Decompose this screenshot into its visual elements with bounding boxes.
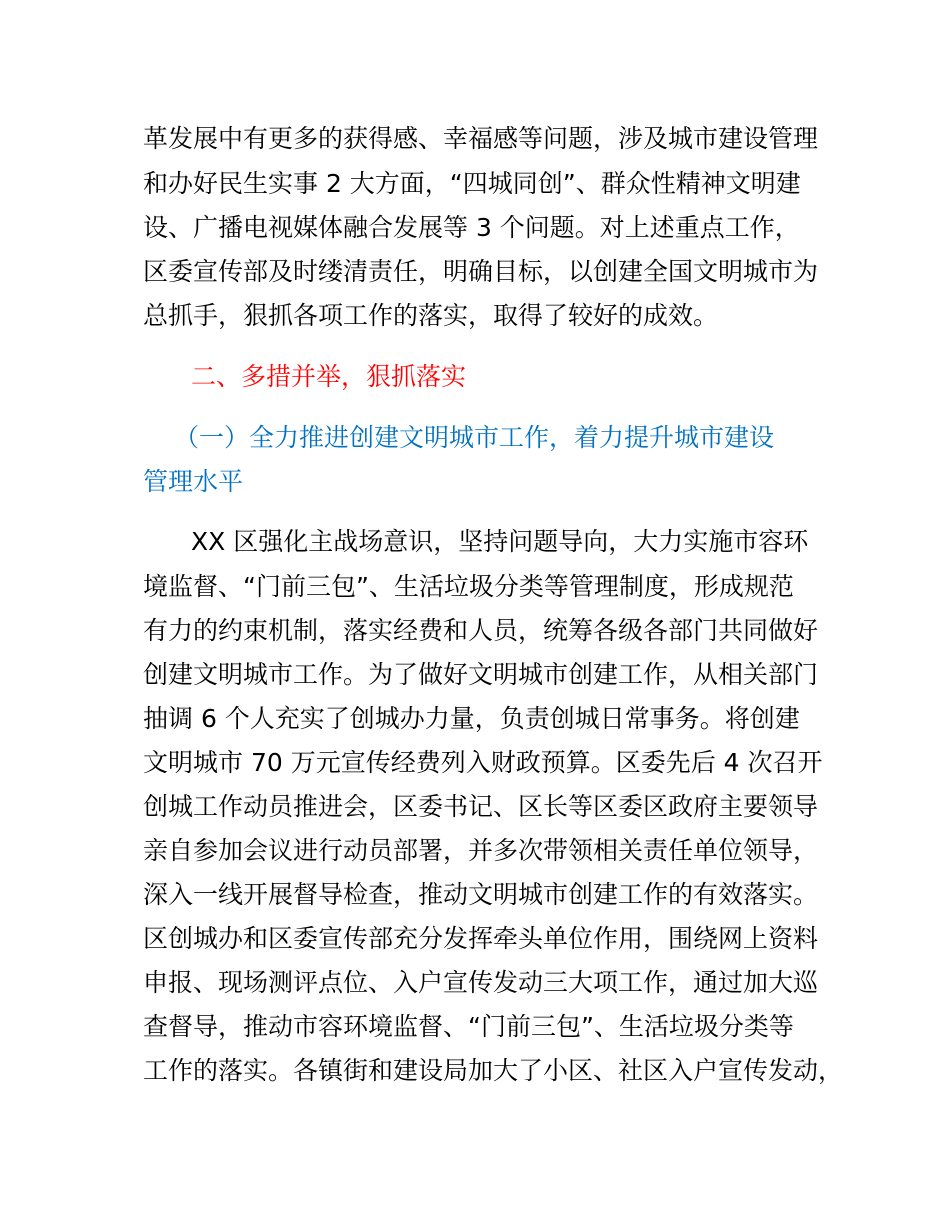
intro-paragraph-line: 设、广播电视媒体融合发展等 3 个问题。对上述重点工作， [143, 213, 800, 242]
body-paragraph-line: 深入一线开展督导检查，推动文明城市创建工作的有效落实。 [143, 880, 819, 909]
intro-paragraph-line: 和办好民生实事 2 大方面，“四城同创”、群众性精神文明建 [143, 169, 801, 198]
intro-paragraph-line: 革发展中有更多的获得感、幸福感等问题，涉及城市建设管理 [143, 124, 819, 153]
body-paragraph-line: 申报、现场测评点位、入户宣传发动三大项工作，通过加大巡 [143, 968, 819, 997]
body-paragraph-line: 文明城市 70 万元宣传经费列入财政预算。区委先后 4 次召开 [143, 748, 823, 777]
body-paragraph-line: 创建文明城市工作。为了做好文明城市创建工作，从相关部门 [143, 660, 819, 689]
section-heading: 二、多措并举，狠抓落实 [191, 362, 467, 391]
intro-paragraph-line: 区委宣传部及时缕清责任，明确目标，以创建全国文明城市为 [143, 257, 819, 286]
subsection-heading-line: 管理水平 [143, 467, 244, 496]
body-paragraph-line: 有力的约束机制，落实经费和人员，统筹各级各部门共同做好 [143, 616, 819, 645]
body-paragraph-line: 创城工作动员推进会，区委书记、区长等区委区政府主要领导 [143, 792, 819, 821]
body-paragraph-line: 工作的落实。各镇街和建设局加大了小区、社区入户宣传发动， [143, 1056, 844, 1085]
subsection-heading-line: （一）全力推进创建文明城市工作，着力提升城市建设 [174, 423, 775, 452]
body-paragraph-line: 亲自参加会议进行动员部署，并多次带领相关责任单位领导， [143, 836, 819, 865]
intro-paragraph-line: 总抓手，狠抓各项工作的落实，取得了较好的成效。 [143, 301, 719, 330]
body-paragraph-line: 境监督、“门前三包”、生活垃圾分类等管理制度，形成规范 [143, 572, 794, 601]
body-paragraph-line: 区创城办和区委宣传部充分发挥牵头单位作用，围绕网上资料 [143, 924, 819, 953]
body-paragraph-line: XX 区强化主战场意识，坚持问题导向，大力实施市容环 [191, 527, 809, 556]
body-paragraph-line: 查督导，推动市容环境监督、“门前三包”、生活垃圾分类等 [143, 1012, 794, 1041]
body-paragraph-line: 抽调 6 个人充实了创城办力量，负责创城日常事务。将创建 [143, 704, 800, 733]
